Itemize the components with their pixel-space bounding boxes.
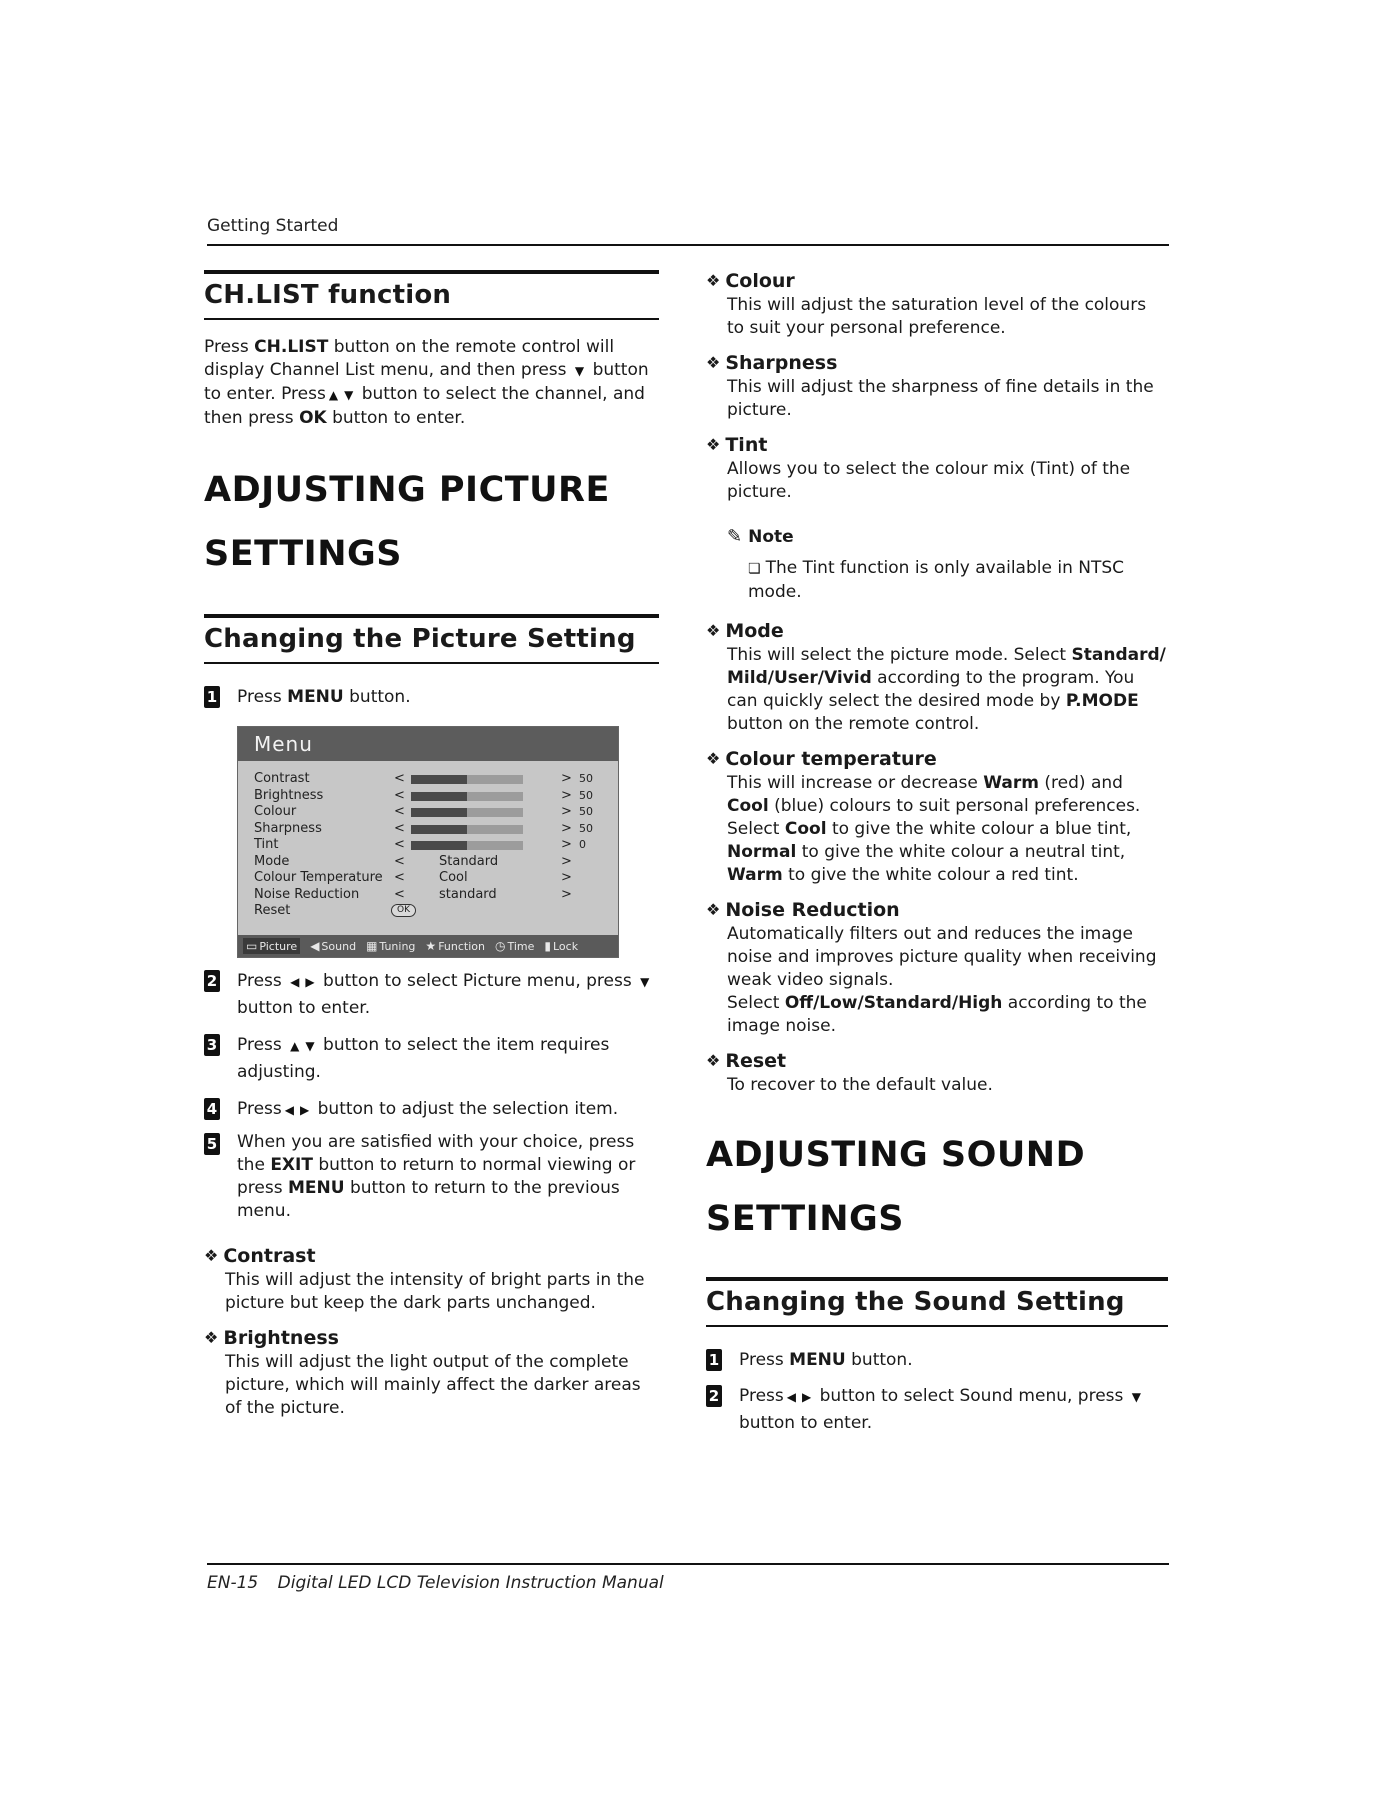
picture-step-5: 5 When you are satisfied with your choice, press the EXIT button to return to normal viewing or press MENU button to return to the previous menu. xyxy=(204,1131,659,1223)
function-icon: ★ xyxy=(425,939,437,953)
tv-left-chevron: < xyxy=(394,804,405,819)
mode-item: ❖ Mode This will select the picture mode. Select Standard/ Mild/User/Vivid according to the program. You can quickly select the desired mode by P.MODE button on the remote control. xyxy=(706,620,1166,734)
diamond-bullet-icon: ❖ xyxy=(706,435,721,454)
step-number: 4 xyxy=(204,1098,220,1120)
tv-menu-row-label: Tint xyxy=(254,837,279,852)
tv-tab-tuning xyxy=(366,939,415,953)
picture-icon: ▭ xyxy=(246,939,258,953)
changing-picture-title: Changing the Picture Setting xyxy=(204,614,659,664)
running-header xyxy=(207,216,1169,246)
brightness-item: ❖ Brightness This will adjust the light output of the complete picture, which will mainly affect the darker areas of the picture. xyxy=(204,1327,641,1418)
header-section: Getting Started xyxy=(207,216,339,236)
right-column xyxy=(706,268,1168,1436)
picture-step-2: 2 Press ◀ ▶ button to select Picture menu, press ▼ button to enter. xyxy=(204,968,659,1021)
changing-sound-title: Changing the Sound Setting xyxy=(706,1277,1168,1327)
right-arrow-icon: ▶ xyxy=(801,1390,812,1404)
tv-tab-function xyxy=(425,939,485,953)
tv-menu-row xyxy=(254,887,608,904)
step-number: 1 xyxy=(204,686,220,708)
tv-menu-row-label: Noise Reduction xyxy=(254,886,360,902)
noise-reduction-item: ❖ Noise Reduction Automatically filters out and reduces the image noise and improves picture quality when receiving weak video signals. Select Off/Low/Standard/High according to the image noise. xyxy=(706,899,1157,1036)
tv-left-chevron: < xyxy=(394,837,405,852)
tv-left-chevron: < xyxy=(394,886,405,902)
tv-level-bar xyxy=(411,841,523,850)
tv-left-chevron: < xyxy=(394,787,405,803)
step-number: 2 xyxy=(706,1385,722,1407)
diamond-bullet-icon: ❖ xyxy=(706,271,721,290)
tv-level-bar xyxy=(411,808,523,817)
chlist-title: CH.LIST function xyxy=(204,270,659,320)
contrast-item: ❖ Contrast This will adjust the intensity of bright parts in the picture but keep the dark parts unchanged. xyxy=(204,1245,645,1313)
tv-menu-row-number: 50 xyxy=(579,772,593,785)
tv-ok-badge: OK xyxy=(391,904,416,917)
down-arrow-icon: ▼ xyxy=(1131,1390,1142,1404)
sound-icon: ◀ xyxy=(310,939,320,953)
up-arrow-icon: ▲ xyxy=(290,1039,300,1053)
tv-menu-row xyxy=(254,854,608,871)
tv-menu-row xyxy=(254,870,608,887)
tv-tab-label: Picture xyxy=(259,939,298,953)
sound-step-1: 1 Press MENU button. xyxy=(706,1347,1168,1373)
tv-tab-time xyxy=(495,939,534,953)
tuning-icon: ▦ xyxy=(366,939,378,953)
down-arrow-icon: ▼ xyxy=(344,388,354,402)
tv-left-chevron: < xyxy=(394,820,405,836)
tv-menu-row-number: 0 xyxy=(579,838,586,851)
tv-menu-tabs xyxy=(238,935,618,957)
tv-level-bar xyxy=(411,825,523,834)
tv-menu-row-number: 50 xyxy=(579,821,593,835)
adjusting-sound-heading: ADJUSTING SOUND SETTINGS xyxy=(706,1135,1086,1239)
pencil-note-icon: ✎ xyxy=(727,526,743,547)
left-arrow-icon: ◀ xyxy=(284,1103,294,1117)
picture-step-4: 4 Press ◀ ▶ button to adjust the selection item. xyxy=(204,1096,659,1123)
tv-right-chevron: > xyxy=(561,837,572,852)
tv-menu-row-value: Cool xyxy=(439,870,468,885)
tv-tab-label: Time xyxy=(507,939,535,953)
step-number: 1 xyxy=(706,1349,722,1371)
tv-menu-row-label: Colour xyxy=(254,804,297,819)
tv-menu-rows xyxy=(254,771,608,920)
diamond-bullet-icon: ❖ xyxy=(204,1328,219,1347)
diamond-bullet-icon: ❖ xyxy=(706,749,721,768)
tv-right-chevron: > xyxy=(561,787,572,803)
tv-right-chevron: > xyxy=(561,771,572,786)
chlist-paragraph: Press CH.LIST button on the remote control will display Channel List menu, and then press ▼ button to enter. Press ▲ ▼ button to select the channel, and then press OK button to enter. xyxy=(204,337,649,428)
tv-menu-row xyxy=(254,771,608,788)
tv-menu-row xyxy=(254,788,608,805)
tv-menu-screenshot xyxy=(237,726,619,958)
tv-menu-row xyxy=(254,837,608,854)
adjusting-picture-heading: ADJUSTING PICTURE SETTINGS xyxy=(204,470,610,574)
tv-menu-row-label: Reset xyxy=(254,903,291,918)
tv-menu-row-value: standard xyxy=(439,886,497,902)
diamond-bullet-icon: ❖ xyxy=(706,900,721,919)
diamond-bullet-icon: ❖ xyxy=(204,1246,219,1265)
tv-left-chevron: < xyxy=(394,870,405,885)
manual-title: Digital LED LCD Television Instruction Manual xyxy=(277,1573,664,1593)
sound-step-2: 2 Press ◀ ▶ button to select Sound menu, press ▼ button to enter. xyxy=(706,1383,1168,1436)
tv-menu-row-number: 50 xyxy=(579,788,593,802)
page-number: EN-15 xyxy=(207,1573,259,1593)
down-arrow-icon: ▼ xyxy=(574,364,585,378)
tv-tab-label: Function xyxy=(438,939,485,953)
tint-item: ❖ Tint Allows you to select the colour mix (Tint) of the picture. xyxy=(706,434,1131,502)
tv-menu-row-label: Sharpness xyxy=(254,820,322,836)
colour-temperature-item: ❖ Colour temperature This will increase or decrease Warm (red) and Cool (blue) colours to suit personal preferences. Select Cool to give the white colour a blue tint, Normal to give the white colour a neutral tint, Warm to give the white colour a red tint. xyxy=(706,748,1141,885)
tv-menu-row-label: Mode xyxy=(254,853,290,869)
tv-tab-label: Sound xyxy=(321,939,357,953)
checkbox-bullet-icon: ❏ xyxy=(748,561,761,577)
tv-tab-lock xyxy=(544,939,578,953)
lock-icon: ▮ xyxy=(544,939,551,953)
tv-menu-row xyxy=(254,903,608,920)
diamond-bullet-icon: ❖ xyxy=(706,353,721,372)
tv-level-bar xyxy=(411,775,523,784)
picture-step-3: 3 Press ▲ ▼ button to select the item requires adjusting. xyxy=(204,1032,659,1085)
tv-menu-row xyxy=(254,804,608,821)
tv-right-chevron: > xyxy=(561,886,572,902)
diamond-bullet-icon: ❖ xyxy=(706,621,721,640)
step-number: 3 xyxy=(204,1034,220,1056)
tv-menu-row xyxy=(254,821,608,838)
tv-left-chevron: < xyxy=(394,853,405,869)
tv-level-fill xyxy=(411,792,467,801)
tv-menu-row-label: Colour Temperature xyxy=(254,870,383,885)
tv-right-chevron: > xyxy=(561,853,572,869)
picture-step-1: 1 Press MENU button. xyxy=(204,684,659,710)
tv-menu-row-label: Contrast xyxy=(254,771,310,786)
tv-left-chevron: < xyxy=(394,771,405,786)
tv-right-chevron: > xyxy=(561,804,572,819)
tv-tab-label: Tuning xyxy=(379,939,416,953)
tv-menu-row-number: 50 xyxy=(579,805,593,818)
left-arrow-icon: ◀ xyxy=(786,1390,796,1404)
note-block: ✎ Note ❏ The Tint function is only available in NTSC mode. xyxy=(727,526,1125,602)
left-arrow-icon: ◀ xyxy=(290,975,300,989)
sharpness-item: ❖ Sharpness This will adjust the sharpness of fine details in the picture. xyxy=(706,352,1154,420)
tv-level-fill xyxy=(411,808,467,817)
time-icon: ◷ xyxy=(494,939,506,953)
tv-menu-row-value: Standard xyxy=(439,853,499,869)
tv-level-fill xyxy=(411,841,467,850)
step-number: 5 xyxy=(204,1133,220,1155)
right-arrow-icon: ▶ xyxy=(299,1103,310,1117)
running-footer xyxy=(207,1563,1169,1593)
up-arrow-icon: ▲ xyxy=(328,388,339,402)
tv-tab-label: Lock xyxy=(553,939,579,953)
down-arrow-icon: ▼ xyxy=(640,975,650,989)
tv-right-chevron: > xyxy=(561,820,572,836)
diamond-bullet-icon: ❖ xyxy=(706,1051,721,1070)
colour-item: ❖ Colour This will adjust the saturation level of the colours to suit your personal preference. xyxy=(706,270,1147,338)
tv-tab-picture xyxy=(243,938,300,954)
tv-tab-sound xyxy=(310,939,356,953)
tv-menu-title: Menu xyxy=(238,727,618,761)
tv-level-bar xyxy=(411,792,523,801)
right-arrow-icon: ▶ xyxy=(305,975,315,989)
down-arrow-icon: ▼ xyxy=(305,1039,315,1053)
tv-level-fill xyxy=(411,775,467,784)
reset-item: ❖ Reset To recover to the default value. xyxy=(706,1050,993,1095)
step-number: 2 xyxy=(204,970,220,992)
left-column xyxy=(204,270,659,1420)
tv-right-chevron: > xyxy=(561,870,572,885)
tv-level-fill xyxy=(411,825,467,834)
tv-menu-row-label: Brightness xyxy=(254,787,324,803)
